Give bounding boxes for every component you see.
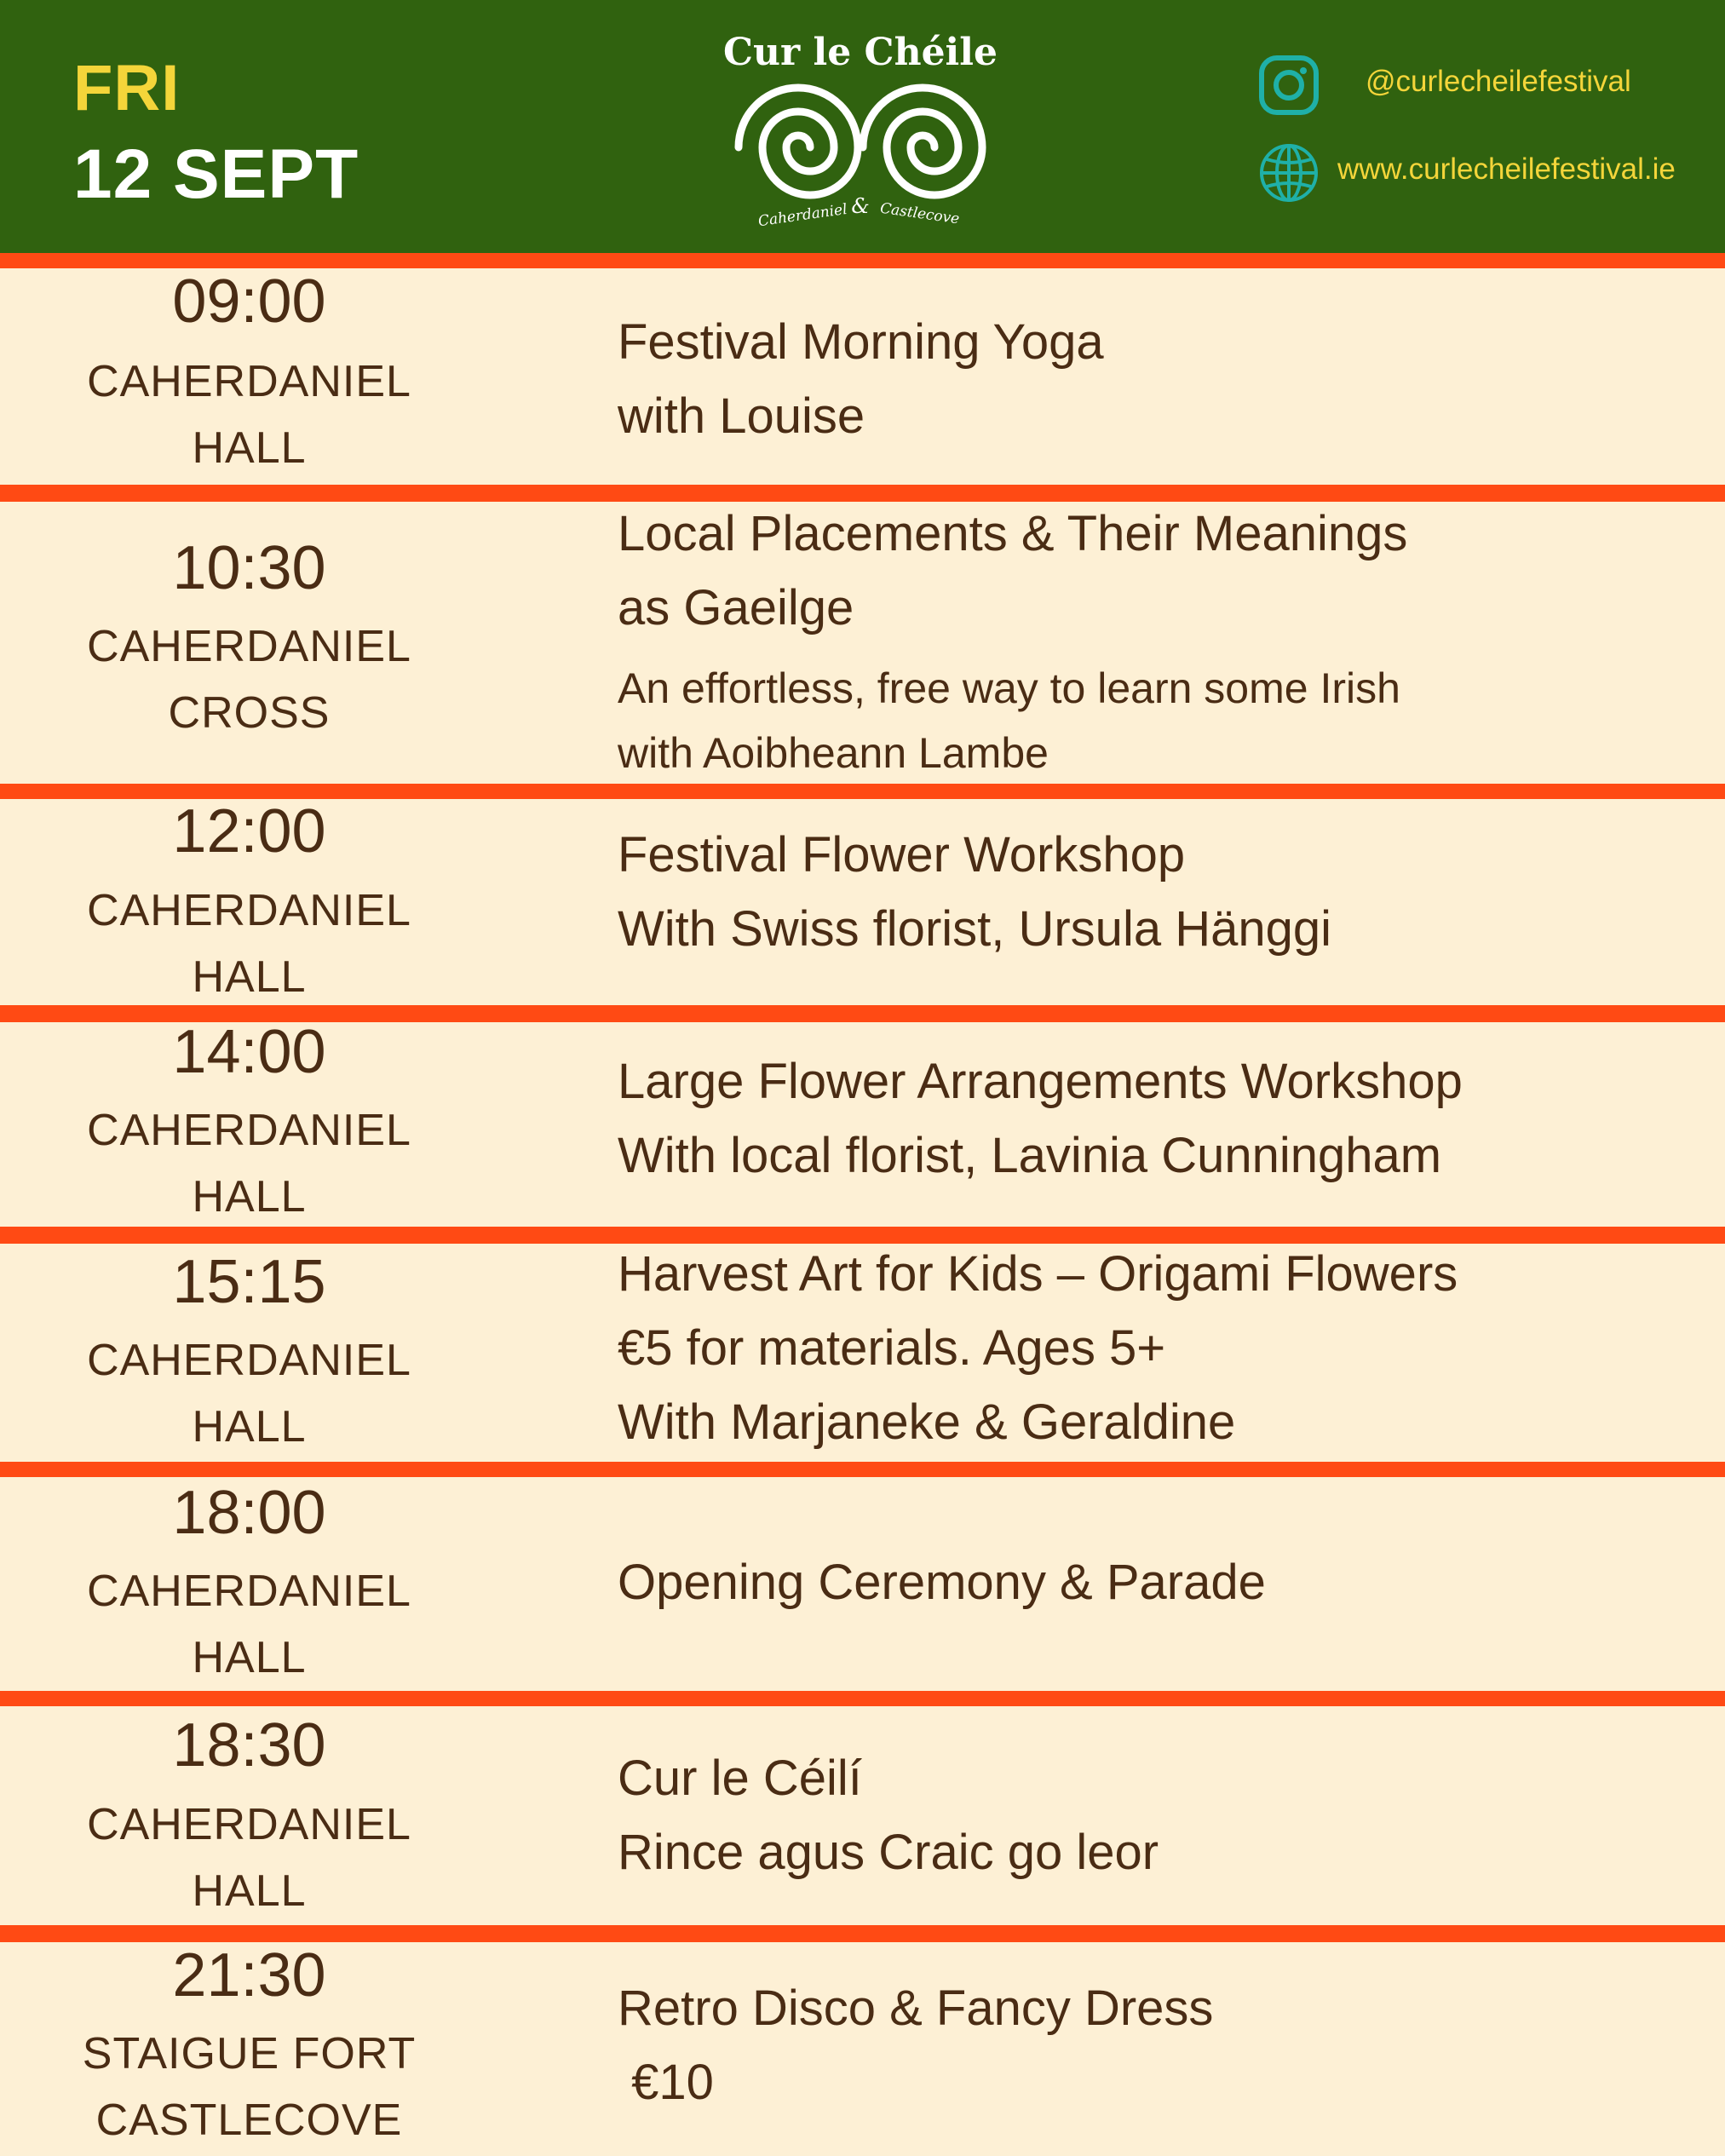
instagram-handle: @curlecheilefestival [1366, 65, 1631, 98]
globe-icon [1256, 141, 1321, 205]
website-link[interactable] [1256, 141, 1716, 209]
event-venue: CAHERDANIEL HALL [87, 886, 411, 1002]
day-label: FRI [73, 52, 181, 124]
event-time: 18:00 [172, 1479, 326, 1547]
event-title: Local Placements & Their Meanings as Gaeilge [618, 506, 1408, 635]
event-time: 09:00 [172, 267, 326, 336]
divider [0, 1691, 1725, 1706]
event-time: 14:00 [172, 1018, 326, 1086]
logo-left-place: Caherdaniel [756, 200, 848, 231]
divider [0, 1462, 1725, 1477]
header-banner [0, 0, 1725, 253]
divider [0, 1925, 1725, 1942]
event-title: Retro Disco & Fancy Dress €10 [618, 1981, 1214, 2110]
date-label: 12 SEPT [73, 135, 359, 213]
instagram-link[interactable] [1256, 53, 1716, 121]
event-venue: CAHERDANIEL HALL [87, 357, 411, 473]
event-venue: STAIGUE FORT CASTLECOVE [82, 2029, 417, 2145]
event-venue: CAHERDANIEL HALL [87, 1800, 411, 1916]
logo-title: Cur le Chéile [723, 31, 998, 74]
event-time: 12:00 [172, 797, 326, 865]
website-url: www.curlecheilefestival.ie [1337, 152, 1676, 186]
instagram-icon [1256, 53, 1321, 118]
logo-right-place: Castlecove [878, 199, 961, 228]
event-time: 10:30 [172, 534, 326, 602]
event-venue: CAHERDANIEL HALL [87, 1567, 411, 1682]
event-title: Large Flower Arrangements Workshop With local florist, Lavinia Cunningham [618, 1054, 1463, 1183]
logo-ampersand: & [851, 194, 870, 218]
event-title: Cur le Céilí Rince agus Craic go leor [618, 1751, 1159, 1880]
event-details: An effortless, free way to learn some Irish with Aoibheann Lambe [618, 664, 1400, 777]
event-venue: CAHERDANIEL CROSS [87, 622, 411, 738]
event-time: 18:30 [172, 1711, 326, 1779]
event-title: Festival Morning Yoga with Louise [618, 314, 1104, 444]
event-time: 21:30 [172, 1941, 326, 2009]
event-title: Harvest Art for Kids – Origami Flowers €5 for materials. Ages 5+ With Marjaneke & Geraldine [618, 1246, 1458, 1450]
event-venue: CAHERDANIEL HALL [87, 1106, 411, 1222]
event-title: Festival Flower Workshop With Swiss florist, Ursula Hänggi [618, 827, 1331, 957]
event-venue: CAHERDANIEL HALL [87, 1336, 411, 1452]
event-title: Opening Ceremony & Parade [618, 1555, 1266, 1610]
event-time: 15:15 [172, 1248, 326, 1316]
festival-logo [720, 24, 1001, 237]
